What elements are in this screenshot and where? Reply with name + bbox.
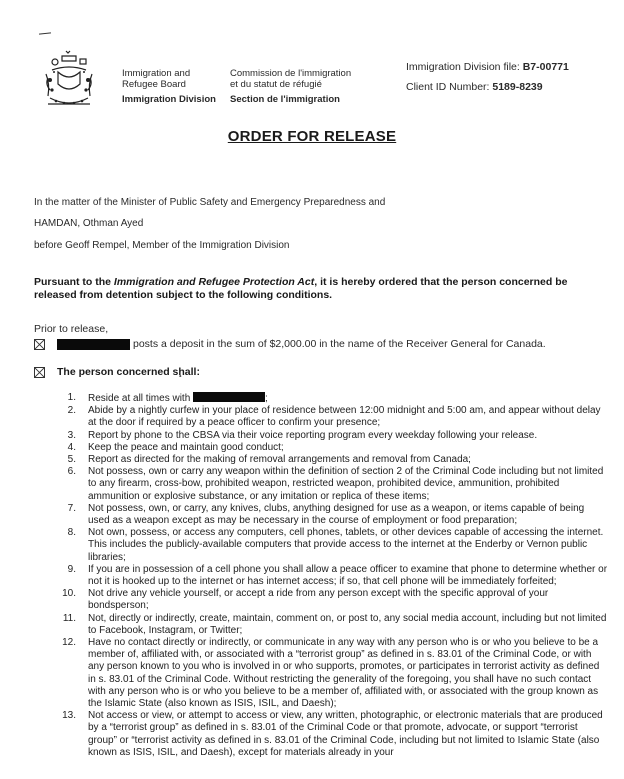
condition-text: Have no contact directly or indirectly, or communicate in any way with any person who is or who you believe to be a member of, affiliated with, or associated with a “terrorist group” as defined in s. 83.01 of the Criminal Code, or with any person known to you who is involved in or who supports, promotes, or participates in terrorist activity as defined in s. 83.01 of the Criminal Code. Without restricting the generality of the foregoing, you shall have no such contact with any person who is or who you believe to be a member of, affiliated with, or associated with the group known as the Islamic State (also known as ISIS, ISIL, and Daesh); — [88, 637, 600, 710]
condition-number: 11. — [62, 612, 76, 624]
header-french-line2: et du statut de réfugié — [230, 79, 322, 90]
condition-item — [48, 405, 608, 429]
condition-text: Keep the peace and maintain good conduct; — [88, 441, 284, 453]
condition-item — [48, 503, 608, 527]
condition-number: 6. — [67, 466, 76, 478]
file-label: Immigration Division file: — [406, 61, 520, 73]
condition-number: 1. — [67, 392, 76, 403]
act-name: Immigration and Refugee Protection Act — [113, 276, 315, 288]
deposit-checkbox[interactable] — [34, 339, 45, 350]
condition-number: 5. — [67, 454, 76, 466]
deposit-text: posts a deposit in the sum of $2,000.00 in the name of the Receiver General for Canada. — [133, 338, 546, 350]
scan-mark — [39, 32, 51, 34]
condition-text: Not possess, own or carry any weapon within the definition of section 2 of the Criminal Code including but not limited to any firearm, cross-bow, prohibited weapon, restricted weapon, prohibited device, ammunition, prohibited ammunition or explosive substance, or any imitation or replica of these items; — [88, 466, 604, 502]
condition-text: Report by phone to the CBSA via their voice reporting program every weekday following your release. — [88, 429, 538, 441]
redaction-bar — [57, 339, 130, 350]
pursuant-suffix: , it is hereby ordered that the person concerned be released from detention subject to the following conditions. — [34, 276, 568, 301]
condition-item — [48, 442, 608, 454]
condition-text: Not possess, own, or carry, any knives, clubs, anything designed for use as a weapon, or items capable of being used as a weapon except as may be necessary in the course of employment or food preparation; — [88, 502, 585, 527]
condition-item — [48, 466, 608, 503]
condition-text: If you are in possession of a cell phone you shall allow a peace officer to examine that phone to determine whether or not it is hooked up to the internet or has internet access; if so, that cell phone will be immediately forfeited; — [88, 563, 608, 588]
client-id-line — [406, 81, 569, 101]
condition-number: 12. — [62, 637, 76, 649]
header-english-line2: Refugee Board — [122, 79, 186, 90]
conditions-list — [48, 392, 608, 759]
condition-text: Reside at all times with — [88, 393, 191, 404]
file-info — [406, 61, 569, 101]
condition-text: Not, directly or indirectly, create, maintain, comment on, or post to, any social media account, including but not limited to Facebook, Instagram, or Twitter; — [88, 612, 607, 636]
condition-item — [48, 564, 608, 588]
client-label: Client ID Number: — [406, 81, 490, 93]
matter-person-name: HAMDAN, Othman Ayed — [34, 218, 144, 229]
condition-item — [48, 527, 608, 564]
condition-item — [48, 588, 608, 612]
condition-item — [48, 392, 608, 405]
matter-line-1: In the matter of the Minister of Public Safety and Emergency Preparedness and — [34, 197, 386, 208]
page-title: ORDER FOR RELEASE — [227, 128, 397, 145]
person-shall-checkbox[interactable] — [34, 367, 45, 378]
condition-number: 10. — [62, 588, 76, 600]
pursuant-statement — [34, 276, 574, 302]
header-english-line1: Immigration and — [122, 68, 191, 79]
redaction-bar — [193, 392, 265, 402]
file-number-line — [406, 61, 569, 81]
matter-member: before Geoff Rempel, Member of the Immigration Division — [34, 240, 290, 251]
header-french-division: Section de l'immigration — [230, 94, 340, 105]
condition-text: Not access or view, or attempt to access or view, any written, photographic, or electronic materials that are produced by a “terrorist group” as defined in s. 83.01 of the Criminal Code or that promote, advocate, or support “terrorist group” or “terrorist activity as defined in s. 83.01 of the Criminal Code, including but not limited to Islamic State (also known as ISIS, ISIL, and Daesh), except for materials already in your — [88, 710, 603, 758]
checkbox-x-icon — [35, 368, 44, 377]
condition-item — [48, 613, 608, 637]
condition-text: Not own, possess, or access any computers, cell phones, tablets, or other devices capable of accessing the internet. This includes the publicly-available computers that provide access to the internet at the Enderby or Vernon public libraries; — [88, 527, 604, 563]
condition-text-end: ; — [265, 393, 268, 404]
header-french-block — [230, 68, 351, 105]
condition-item — [48, 637, 608, 710]
client-value: 5189-8239 — [492, 81, 543, 93]
condition-number: 7. — [67, 502, 76, 514]
condition-number: 13. — [62, 710, 76, 722]
header-english-block — [122, 68, 216, 105]
prior-to-release-label: Prior to release, — [34, 323, 109, 335]
condition-number: 2. — [67, 405, 76, 417]
pursuant-prefix: Pursuant to the — [34, 276, 114, 288]
person-shall-label: The person concerned sḩall: — [57, 366, 200, 378]
condition-text: Abide by a nightly curfew in your place of residence between 12:00 midnight and 5:00 am, and appear without delay at the door if required by a peace officer to confirm your presence; — [88, 405, 601, 429]
condition-number: 9. — [67, 563, 76, 575]
header-french-line1: Commission de l'immigration — [230, 68, 352, 79]
coat-of-arms-of-canada-icon — [40, 48, 98, 110]
header-english-division: Immigration Division — [122, 94, 216, 105]
condition-number: 3. — [67, 429, 76, 441]
condition-text: Report as directed for the making of removal arrangements and removal from Canada; — [88, 454, 471, 466]
condition-number: 8. — [67, 527, 76, 539]
checkbox-x-icon — [35, 340, 44, 349]
condition-text: Not drive any vehicle yourself, or accept a ride from any person except with the specific approval of your bondsperson; — [88, 588, 549, 612]
condition-item — [48, 454, 608, 466]
condition-number: 4. — [67, 441, 76, 453]
condition-item — [48, 710, 608, 759]
condition-item — [48, 430, 608, 442]
file-value: B7-00771 — [522, 61, 569, 73]
